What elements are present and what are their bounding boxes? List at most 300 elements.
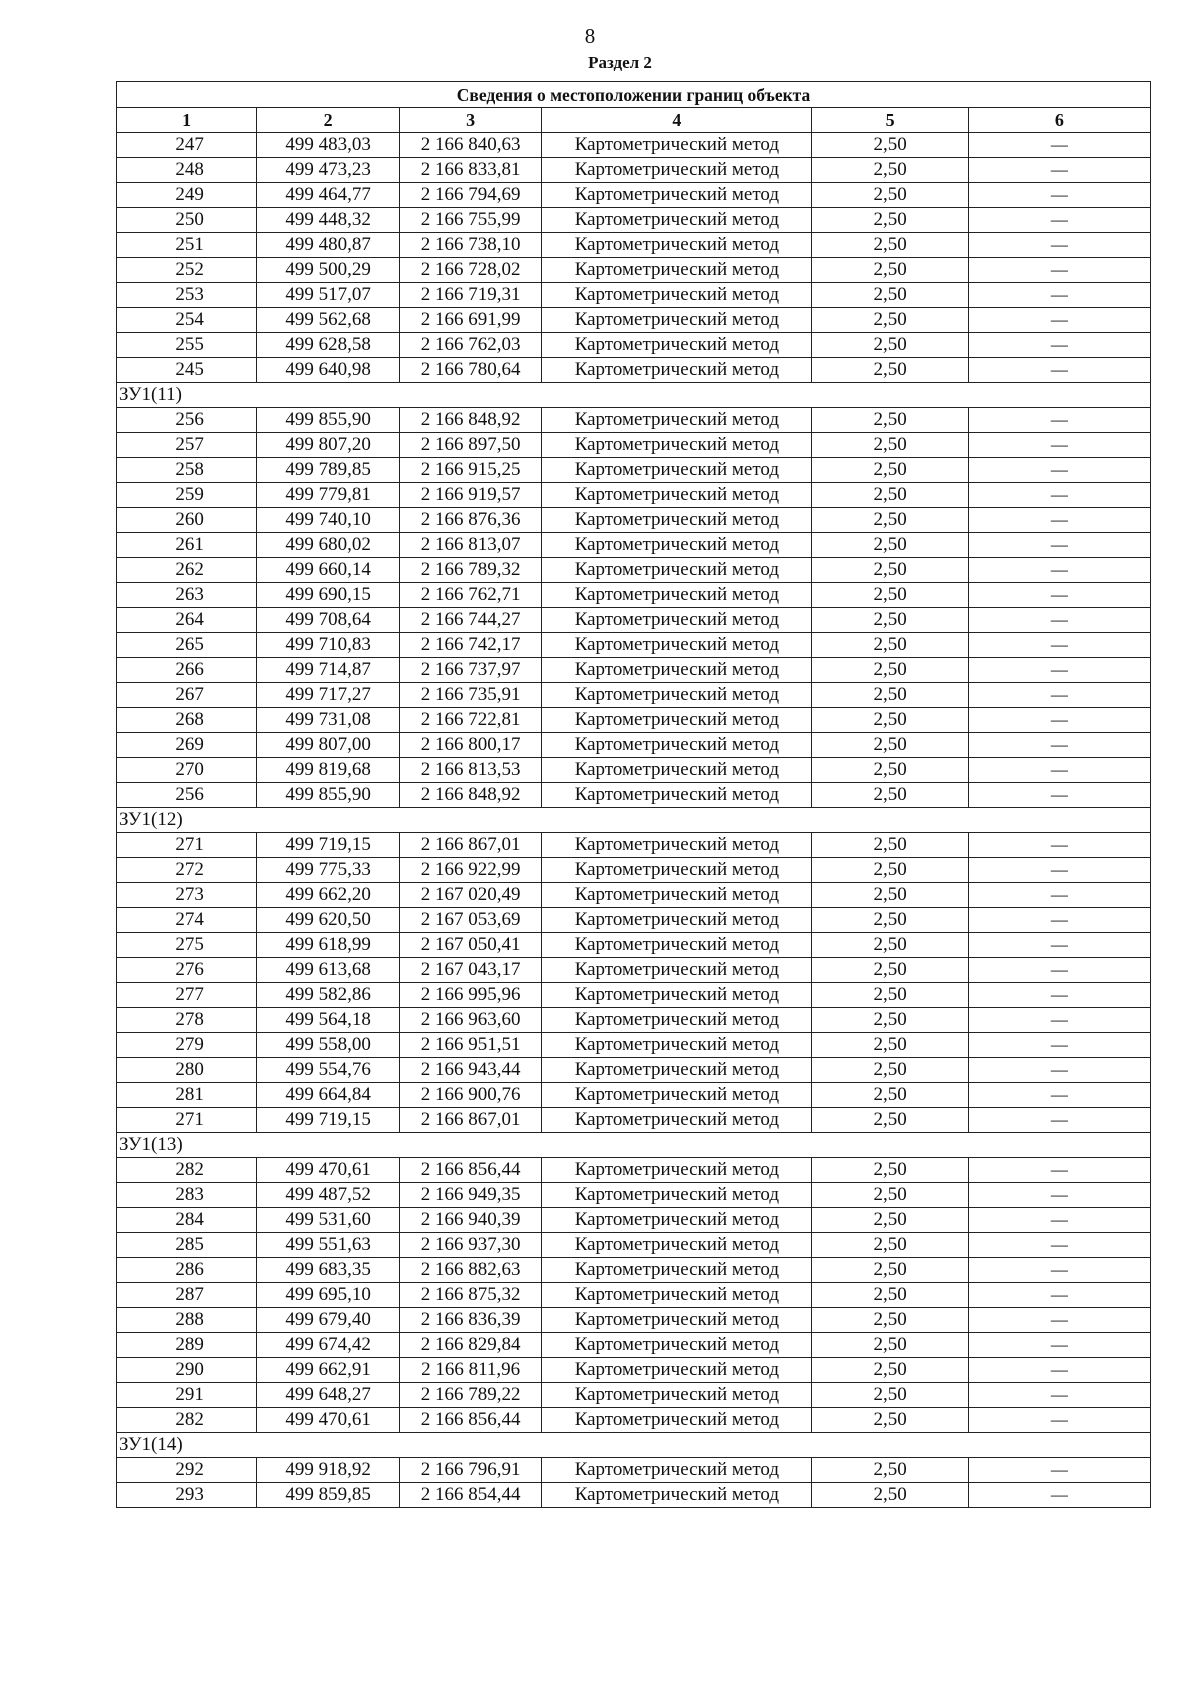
note-cell: — — [968, 533, 1150, 558]
note-cell: — — [968, 233, 1150, 258]
note-cell: — — [968, 558, 1150, 583]
method-cell: Картометрический метод — [542, 908, 812, 933]
x-coordinate-cell: 499 690,15 — [257, 583, 400, 608]
table-row — [117, 1183, 1151, 1208]
accuracy-cell: 2,50 — [812, 533, 968, 558]
y-coordinate-cell: 2 166 856,44 — [399, 1408, 542, 1433]
note-cell: — — [968, 733, 1150, 758]
table-row — [117, 1483, 1151, 1508]
y-coordinate-cell: 2 166 811,96 — [399, 1358, 542, 1383]
x-coordinate-cell: 499 470,61 — [257, 1158, 400, 1183]
accuracy-cell: 2,50 — [812, 608, 968, 633]
table-row — [117, 1358, 1151, 1383]
x-coordinate-cell: 499 714,87 — [257, 658, 400, 683]
accuracy-cell: 2,50 — [812, 1483, 968, 1508]
point-number-cell: 253 — [117, 283, 257, 308]
parcel-group-label: ЗУ1(11) — [117, 383, 1151, 408]
point-number-cell: 252 — [117, 258, 257, 283]
point-number-cell: 258 — [117, 458, 257, 483]
table-row — [117, 1383, 1151, 1408]
note-cell: — — [968, 1408, 1150, 1433]
accuracy-cell: 2,50 — [812, 1208, 968, 1233]
x-coordinate-cell: 499 859,85 — [257, 1483, 400, 1508]
point-number-cell: 282 — [117, 1408, 257, 1433]
note-cell: — — [968, 1033, 1150, 1058]
y-coordinate-cell: 2 166 919,57 — [399, 483, 542, 508]
accuracy-cell: 2,50 — [812, 408, 968, 433]
method-cell: Картометрический метод — [542, 1108, 812, 1133]
group-row — [117, 1433, 1151, 1458]
table-row — [117, 658, 1151, 683]
group-row — [117, 808, 1151, 833]
note-cell: — — [968, 1308, 1150, 1333]
y-coordinate-cell: 2 166 848,92 — [399, 783, 542, 808]
note-cell: — — [968, 833, 1150, 858]
y-coordinate-cell: 2 167 050,41 — [399, 933, 542, 958]
column-number: 2 — [257, 108, 400, 133]
table-row — [117, 908, 1151, 933]
note-cell: — — [968, 1458, 1150, 1483]
note-cell: — — [968, 1058, 1150, 1083]
y-coordinate-cell: 2 166 900,76 — [399, 1083, 542, 1108]
method-cell: Картометрический метод — [542, 1258, 812, 1283]
method-cell: Картометрический метод — [542, 1408, 812, 1433]
method-cell: Картометрический метод — [542, 1058, 812, 1083]
accuracy-cell: 2,50 — [812, 1333, 968, 1358]
point-number-cell: 284 — [117, 1208, 257, 1233]
method-cell: Картометрический метод — [542, 658, 812, 683]
accuracy-cell: 2,50 — [812, 1158, 968, 1183]
point-number-cell: 262 — [117, 558, 257, 583]
accuracy-cell: 2,50 — [812, 708, 968, 733]
point-number-cell: 257 — [117, 433, 257, 458]
table-row — [117, 333, 1151, 358]
x-coordinate-cell: 499 613,68 — [257, 958, 400, 983]
accuracy-cell: 2,50 — [812, 733, 968, 758]
point-number-cell: 277 — [117, 983, 257, 1008]
table-row — [117, 1283, 1151, 1308]
point-number-cell: 256 — [117, 783, 257, 808]
table-row — [117, 883, 1151, 908]
x-coordinate-cell: 499 554,76 — [257, 1058, 400, 1083]
y-coordinate-cell: 2 166 856,44 — [399, 1158, 542, 1183]
method-cell: Картометрический метод — [542, 133, 812, 158]
accuracy-cell: 2,50 — [812, 258, 968, 283]
accuracy-cell: 2,50 — [812, 133, 968, 158]
x-coordinate-cell: 499 740,10 — [257, 508, 400, 533]
y-coordinate-cell: 2 166 813,07 — [399, 533, 542, 558]
note-cell: — — [968, 1083, 1150, 1108]
x-coordinate-cell: 499 480,87 — [257, 233, 400, 258]
column-number: 5 — [812, 108, 968, 133]
table-row — [117, 733, 1151, 758]
method-cell: Картометрический метод — [542, 1033, 812, 1058]
accuracy-cell: 2,50 — [812, 1383, 968, 1408]
x-coordinate-cell: 499 680,02 — [257, 533, 400, 558]
x-coordinate-cell: 499 719,15 — [257, 1108, 400, 1133]
x-coordinate-cell: 499 648,27 — [257, 1383, 400, 1408]
x-coordinate-cell: 499 695,10 — [257, 1283, 400, 1308]
accuracy-cell: 2,50 — [812, 1008, 968, 1033]
note-cell: — — [968, 1283, 1150, 1308]
note-cell: — — [968, 133, 1150, 158]
note-cell: — — [968, 1183, 1150, 1208]
table-row — [117, 158, 1151, 183]
point-number-cell: 249 — [117, 183, 257, 208]
method-cell: Картометрический метод — [542, 333, 812, 358]
table-row — [117, 633, 1151, 658]
method-cell: Картометрический метод — [542, 1333, 812, 1358]
point-number-cell: 279 — [117, 1033, 257, 1058]
point-number-cell: 287 — [117, 1283, 257, 1308]
x-coordinate-cell: 499 855,90 — [257, 408, 400, 433]
table-row — [117, 1083, 1151, 1108]
accuracy-cell: 2,50 — [812, 1108, 968, 1133]
method-cell: Картометрический метод — [542, 933, 812, 958]
note-cell: — — [968, 333, 1150, 358]
y-coordinate-cell: 2 166 794,69 — [399, 183, 542, 208]
table-row — [117, 208, 1151, 233]
method-cell: Картометрический метод — [542, 783, 812, 808]
note-cell: — — [968, 983, 1150, 1008]
method-cell: Картометрический метод — [542, 1458, 812, 1483]
method-cell: Картометрический метод — [542, 883, 812, 908]
x-coordinate-cell: 499 855,90 — [257, 783, 400, 808]
note-cell: — — [968, 1483, 1150, 1508]
accuracy-cell: 2,50 — [812, 458, 968, 483]
point-number-cell: 283 — [117, 1183, 257, 1208]
x-coordinate-cell: 499 775,33 — [257, 858, 400, 883]
note-cell: — — [968, 458, 1150, 483]
point-number-cell: 293 — [117, 1483, 257, 1508]
method-cell: Картометрический метод — [542, 833, 812, 858]
accuracy-cell: 2,50 — [812, 1258, 968, 1283]
accuracy-cell: 2,50 — [812, 558, 968, 583]
note-cell: — — [968, 433, 1150, 458]
method-cell: Картометрический метод — [542, 1383, 812, 1408]
parcel-group-label: ЗУ1(14) — [117, 1433, 1151, 1458]
table-row — [117, 983, 1151, 1008]
table-row — [117, 958, 1151, 983]
x-coordinate-cell: 499 551,63 — [257, 1233, 400, 1258]
table-row — [117, 258, 1151, 283]
point-number-cell: 281 — [117, 1083, 257, 1108]
y-coordinate-cell: 2 166 867,01 — [399, 833, 542, 858]
accuracy-cell: 2,50 — [812, 433, 968, 458]
method-cell: Картометрический метод — [542, 158, 812, 183]
y-coordinate-cell: 2 166 836,39 — [399, 1308, 542, 1333]
column-number: 1 — [117, 108, 257, 133]
point-number-cell: 289 — [117, 1333, 257, 1358]
table-row — [117, 683, 1151, 708]
x-coordinate-cell: 499 918,92 — [257, 1458, 400, 1483]
x-coordinate-cell: 499 710,83 — [257, 633, 400, 658]
y-coordinate-cell: 2 166 875,32 — [399, 1283, 542, 1308]
note-cell: — — [968, 958, 1150, 983]
x-coordinate-cell: 499 819,68 — [257, 758, 400, 783]
table-row — [117, 358, 1151, 383]
accuracy-cell: 2,50 — [812, 658, 968, 683]
point-number-cell: 259 — [117, 483, 257, 508]
x-coordinate-cell: 499 807,00 — [257, 733, 400, 758]
point-number-cell: 250 — [117, 208, 257, 233]
note-cell: — — [968, 1108, 1150, 1133]
y-coordinate-cell: 2 166 833,81 — [399, 158, 542, 183]
point-number-cell: 271 — [117, 833, 257, 858]
method-cell: Картометрический метод — [542, 233, 812, 258]
x-coordinate-cell: 499 582,86 — [257, 983, 400, 1008]
table-row — [117, 558, 1151, 583]
y-coordinate-cell: 2 167 053,69 — [399, 908, 542, 933]
table-row — [117, 1108, 1151, 1133]
y-coordinate-cell: 2 166 922,99 — [399, 858, 542, 883]
accuracy-cell: 2,50 — [812, 158, 968, 183]
accuracy-cell: 2,50 — [812, 908, 968, 933]
x-coordinate-cell: 499 487,52 — [257, 1183, 400, 1208]
note-cell: — — [968, 683, 1150, 708]
accuracy-cell: 2,50 — [812, 983, 968, 1008]
note-cell: — — [968, 783, 1150, 808]
table-row — [117, 1008, 1151, 1033]
method-cell: Картометрический метод — [542, 683, 812, 708]
point-number-cell: 254 — [117, 308, 257, 333]
accuracy-cell: 2,50 — [812, 1058, 968, 1083]
note-cell: — — [968, 1358, 1150, 1383]
method-cell: Картометрический метод — [542, 258, 812, 283]
accuracy-cell: 2,50 — [812, 1358, 968, 1383]
point-number-cell: 261 — [117, 533, 257, 558]
method-cell: Картометрический метод — [542, 1358, 812, 1383]
parcel-group-label: ЗУ1(13) — [117, 1133, 1151, 1158]
y-coordinate-cell: 2 166 780,64 — [399, 358, 542, 383]
method-cell: Картометрический метод — [542, 1083, 812, 1108]
method-cell: Картометрический метод — [542, 1233, 812, 1258]
accuracy-cell: 2,50 — [812, 958, 968, 983]
point-number-cell: 248 — [117, 158, 257, 183]
point-number-cell: 271 — [117, 1108, 257, 1133]
accuracy-cell: 2,50 — [812, 683, 968, 708]
accuracy-cell: 2,50 — [812, 1283, 968, 1308]
method-cell: Картометрический метод — [542, 633, 812, 658]
x-coordinate-cell: 499 679,40 — [257, 1308, 400, 1333]
accuracy-cell: 2,50 — [812, 1408, 968, 1433]
point-number-cell: 268 — [117, 708, 257, 733]
y-coordinate-cell: 2 166 789,22 — [399, 1383, 542, 1408]
note-cell: — — [968, 1158, 1150, 1183]
point-number-cell: 256 — [117, 408, 257, 433]
point-number-cell: 285 — [117, 1233, 257, 1258]
method-cell: Картометрический метод — [542, 1483, 812, 1508]
accuracy-cell: 2,50 — [812, 358, 968, 383]
note-cell: — — [968, 258, 1150, 283]
accuracy-cell: 2,50 — [812, 308, 968, 333]
y-coordinate-cell: 2 166 915,25 — [399, 458, 542, 483]
point-number-cell: 265 — [117, 633, 257, 658]
point-number-cell: 260 — [117, 508, 257, 533]
note-cell: — — [968, 1258, 1150, 1283]
y-coordinate-cell: 2 166 738,10 — [399, 233, 542, 258]
method-cell: Картометрический метод — [542, 758, 812, 783]
table-row — [117, 1208, 1151, 1233]
method-cell: Картометрический метод — [542, 708, 812, 733]
y-coordinate-cell: 2 166 737,97 — [399, 658, 542, 683]
note-cell: — — [968, 1208, 1150, 1233]
table-row — [117, 1233, 1151, 1258]
x-coordinate-cell: 499 618,99 — [257, 933, 400, 958]
accuracy-cell: 2,50 — [812, 183, 968, 208]
point-number-cell: 276 — [117, 958, 257, 983]
accuracy-cell: 2,50 — [812, 633, 968, 658]
y-coordinate-cell: 2 166 963,60 — [399, 1008, 542, 1033]
y-coordinate-cell: 2 166 813,53 — [399, 758, 542, 783]
note-cell: — — [968, 933, 1150, 958]
x-coordinate-cell: 499 531,60 — [257, 1208, 400, 1233]
x-coordinate-cell: 499 517,07 — [257, 283, 400, 308]
method-cell: Картометрический метод — [542, 483, 812, 508]
point-number-cell: 270 — [117, 758, 257, 783]
table-row — [117, 1058, 1151, 1083]
y-coordinate-cell: 2 166 829,84 — [399, 1333, 542, 1358]
method-cell: Картометрический метод — [542, 308, 812, 333]
x-coordinate-cell: 499 470,61 — [257, 1408, 400, 1433]
table-row — [117, 758, 1151, 783]
y-coordinate-cell: 2 166 789,32 — [399, 558, 542, 583]
point-number-cell: 272 — [117, 858, 257, 883]
x-coordinate-cell: 499 564,18 — [257, 1008, 400, 1033]
table-row — [117, 283, 1151, 308]
note-cell: — — [968, 908, 1150, 933]
accuracy-cell: 2,50 — [812, 1308, 968, 1333]
y-coordinate-cell: 2 166 876,36 — [399, 508, 542, 533]
note-cell: — — [968, 633, 1150, 658]
x-coordinate-cell: 499 628,58 — [257, 333, 400, 358]
y-coordinate-cell: 2 166 949,35 — [399, 1183, 542, 1208]
accuracy-cell: 2,50 — [812, 508, 968, 533]
x-coordinate-cell: 499 731,08 — [257, 708, 400, 733]
accuracy-cell: 2,50 — [812, 1083, 968, 1108]
note-cell: — — [968, 508, 1150, 533]
method-cell: Картометрический метод — [542, 533, 812, 558]
table-row — [117, 133, 1151, 158]
note-cell: — — [968, 883, 1150, 908]
table-row — [117, 1308, 1151, 1333]
note-cell: — — [968, 708, 1150, 733]
y-coordinate-cell: 2 166 882,63 — [399, 1258, 542, 1283]
x-coordinate-cell: 499 660,14 — [257, 558, 400, 583]
accuracy-cell: 2,50 — [812, 1458, 968, 1483]
note-cell: — — [968, 308, 1150, 333]
x-coordinate-cell: 499 674,42 — [257, 1333, 400, 1358]
y-coordinate-cell: 2 166 796,91 — [399, 1458, 542, 1483]
method-cell: Картометрический метод — [542, 858, 812, 883]
table-row — [117, 1158, 1151, 1183]
column-number-row — [117, 108, 1151, 133]
y-coordinate-cell: 2 166 800,17 — [399, 733, 542, 758]
table-row — [117, 933, 1151, 958]
x-coordinate-cell: 499 500,29 — [257, 258, 400, 283]
y-coordinate-cell: 2 166 940,39 — [399, 1208, 542, 1233]
method-cell: Картометрический метод — [542, 358, 812, 383]
point-number-cell: 247 — [117, 133, 257, 158]
y-coordinate-cell: 2 166 897,50 — [399, 433, 542, 458]
table-row — [117, 483, 1151, 508]
point-number-cell: 264 — [117, 608, 257, 633]
point-number-cell: 263 — [117, 583, 257, 608]
parcel-group-label: ЗУ1(12) — [117, 808, 1151, 833]
x-coordinate-cell: 499 473,23 — [257, 158, 400, 183]
point-number-cell: 269 — [117, 733, 257, 758]
accuracy-cell: 2,50 — [812, 283, 968, 308]
y-coordinate-cell: 2 166 722,81 — [399, 708, 542, 733]
table-row — [117, 783, 1151, 808]
note-cell: — — [968, 583, 1150, 608]
y-coordinate-cell: 2 166 951,51 — [399, 1033, 542, 1058]
note-cell: — — [968, 1383, 1150, 1408]
accuracy-cell: 2,50 — [812, 858, 968, 883]
group-row — [117, 1133, 1151, 1158]
y-coordinate-cell: 2 166 995,96 — [399, 983, 542, 1008]
point-number-cell: 288 — [117, 1308, 257, 1333]
table-row — [117, 608, 1151, 633]
x-coordinate-cell: 499 662,20 — [257, 883, 400, 908]
point-number-cell: 282 — [117, 1158, 257, 1183]
x-coordinate-cell: 499 640,98 — [257, 358, 400, 383]
x-coordinate-cell: 499 807,20 — [257, 433, 400, 458]
accuracy-cell: 2,50 — [812, 483, 968, 508]
section-title: Раздел 2 — [588, 53, 652, 72]
note-cell: — — [968, 1008, 1150, 1033]
table-row — [117, 233, 1151, 258]
method-cell: Картометрический метод — [542, 1208, 812, 1233]
y-coordinate-cell: 2 166 937,30 — [399, 1233, 542, 1258]
table-row — [117, 1408, 1151, 1433]
method-cell: Картометрический метод — [542, 208, 812, 233]
table-row — [117, 508, 1151, 533]
note-cell: — — [968, 758, 1150, 783]
method-cell: Картометрический метод — [542, 583, 812, 608]
x-coordinate-cell: 499 620,50 — [257, 908, 400, 933]
note-cell: — — [968, 1333, 1150, 1358]
table-row — [117, 408, 1151, 433]
x-coordinate-cell: 499 719,15 — [257, 833, 400, 858]
note-cell: — — [968, 658, 1150, 683]
x-coordinate-cell: 499 708,64 — [257, 608, 400, 633]
method-cell: Картометрический метод — [542, 183, 812, 208]
method-cell: Картометрический метод — [542, 408, 812, 433]
y-coordinate-cell: 2 167 043,17 — [399, 958, 542, 983]
table-row — [117, 433, 1151, 458]
note-cell: — — [968, 608, 1150, 633]
y-coordinate-cell: 2 166 848,92 — [399, 408, 542, 433]
accuracy-cell: 2,50 — [812, 233, 968, 258]
x-coordinate-cell: 499 664,84 — [257, 1083, 400, 1108]
method-cell: Картометрический метод — [542, 733, 812, 758]
point-number-cell: 274 — [117, 908, 257, 933]
y-coordinate-cell: 2 166 762,71 — [399, 583, 542, 608]
method-cell: Картометрический метод — [542, 608, 812, 633]
point-number-cell: 266 — [117, 658, 257, 683]
table-row — [117, 708, 1151, 733]
point-number-cell: 286 — [117, 1258, 257, 1283]
table-row — [117, 1333, 1151, 1358]
x-coordinate-cell: 499 683,35 — [257, 1258, 400, 1283]
point-number-cell: 267 — [117, 683, 257, 708]
table-row — [117, 1458, 1151, 1483]
point-number-cell: 255 — [117, 333, 257, 358]
method-cell: Картометрический метод — [542, 283, 812, 308]
note-cell: — — [968, 158, 1150, 183]
x-coordinate-cell: 499 779,81 — [257, 483, 400, 508]
